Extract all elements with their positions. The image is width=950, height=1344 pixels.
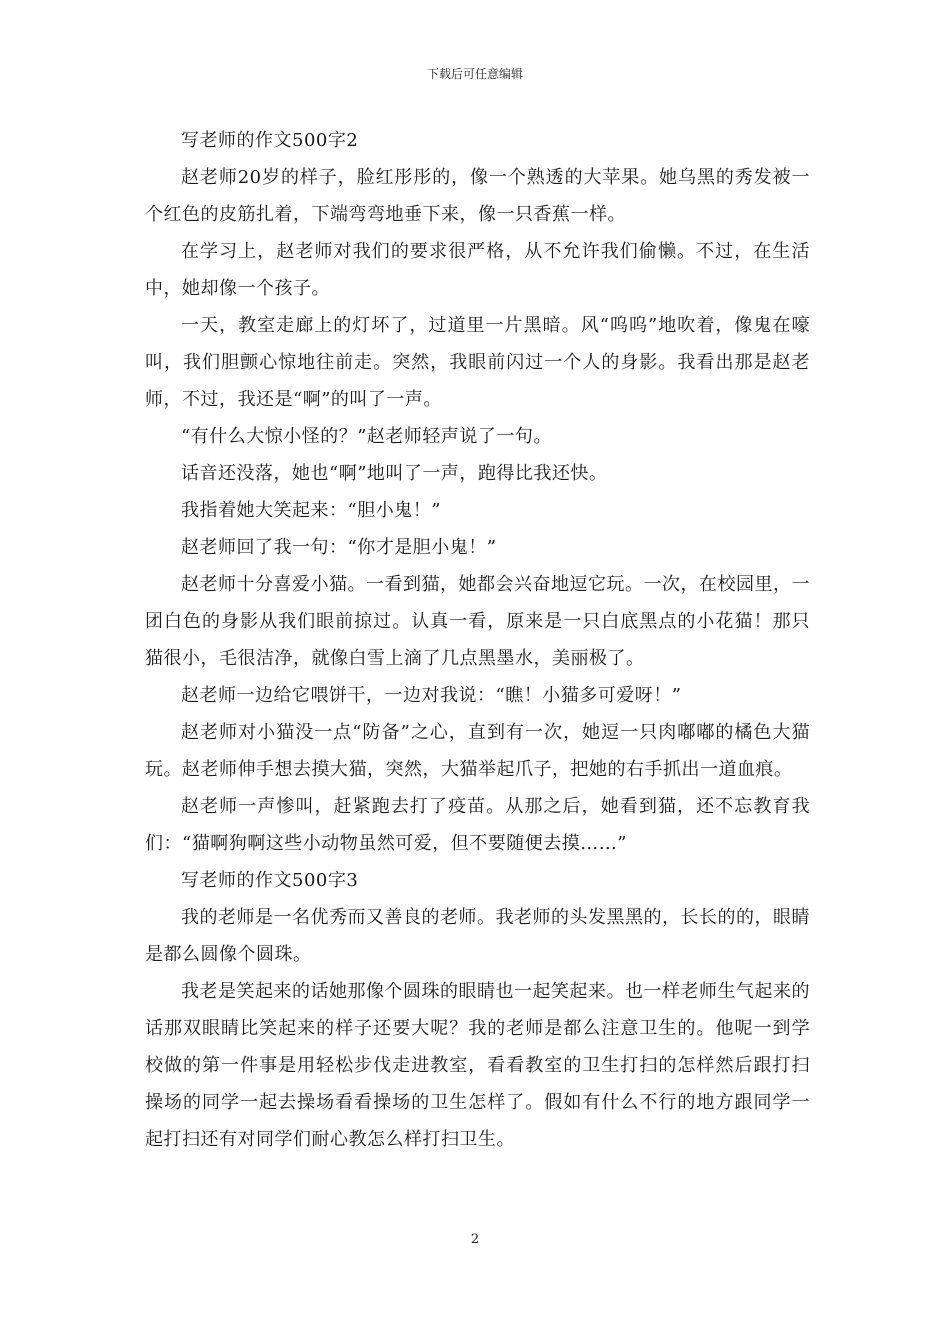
essay-title-2: 写老师的作文500字2 [181,130,359,151]
paragraph: 赵老师20岁的样子，脸红彤彤的，像一个熟透的大苹果。她乌黑的秀发被一个红色的皮筋扎着，下端弯弯地垂下来，像一只香蕉一样。 [145,167,810,225]
essay-title-3: 写老师的作文500字3 [181,870,359,891]
paragraph: 赵老师一边给它喂饼干，一边对我说：“瞧！小猫多可爱呀！” [181,685,682,706]
paragraph: 赵老师回了我一句：“你才是胆小鬼！” [181,537,497,558]
paragraph: 我指着她大笑起来：“胆小鬼！” [181,500,441,521]
paragraph: 一天，教室走廊上的灯坏了，过道里一片黑暗。风“呜呜”地吹着，像鬼在嚎叫，我们胆颤心惊地往前走。突然，我眼前闪过一个人的身影。我看出那是赵老师，不过，我还是“啊”的叫了一声。 [145,315,810,410]
paragraph: 赵老师对小猫没一点“防备”之心，直到有一次，她逗一只肉嘟嘟的橘色大猫玩。赵老师伸手想去摸大猫，突然，大猫举起爪子，把她的右手抓出一道血痕。 [145,722,810,780]
paragraph: 我老是笑起来的话她那像个圆珠的眼睛也一起笑起来。也一样老师生气起来的话那双眼睛比笑起来的样子还要大呢？我的老师是都么注意卫生的。他呢一到学校做的第一件事是用轻松步伐走进教室，看看教室的卫生打扫的怎样然后跟打扫操场的同学一起去操场看看操场的卫生怎样了。假如有什么不行的地方跟同学一起打扫还有对同学们耐心教怎么样打扫卫生。 [145,981,810,1150]
paragraph: 话音还没落，她也“啊”地叫了一声，跑得比我还快。 [181,463,608,484]
document-body [145,122,810,1158]
paragraph: 我的老师是一名优秀而又善良的老师。我老师的头发黑黑的，长长的的，眼睛是都么圆像个圆珠。 [145,907,810,965]
paragraph: 在学习上，赵老师对我们的要求很严格，从不允许我们偷懒。不过，在生活中，她却像一个孩子。 [145,241,810,299]
paragraph: 赵老师十分喜爱小猫。一看到猫，她都会兴奋地逗它玩。一次，在校园里，一团白色的身影从我们眼前掠过。认真一看，原来是一只白底黑点的小花猫！那只猫很小，毛很洁净，就像白雪上滴了几点黑墨水，美丽极了。 [145,574,810,669]
paragraph: 赵老师一声惨叫，赶紧跑去打了疫苗。从那之后，她看到猫，还不忘教育我们：“猫啊狗啊这些小动物虽然可爱，但不要随便去摸……” [145,796,810,854]
page-number: 2 [470,1232,480,1247]
paragraph: “有什么大惊小怪的？”赵老师轻声说了一句。 [181,426,552,447]
page-header: 下载后可任意编辑 [426,67,523,81]
